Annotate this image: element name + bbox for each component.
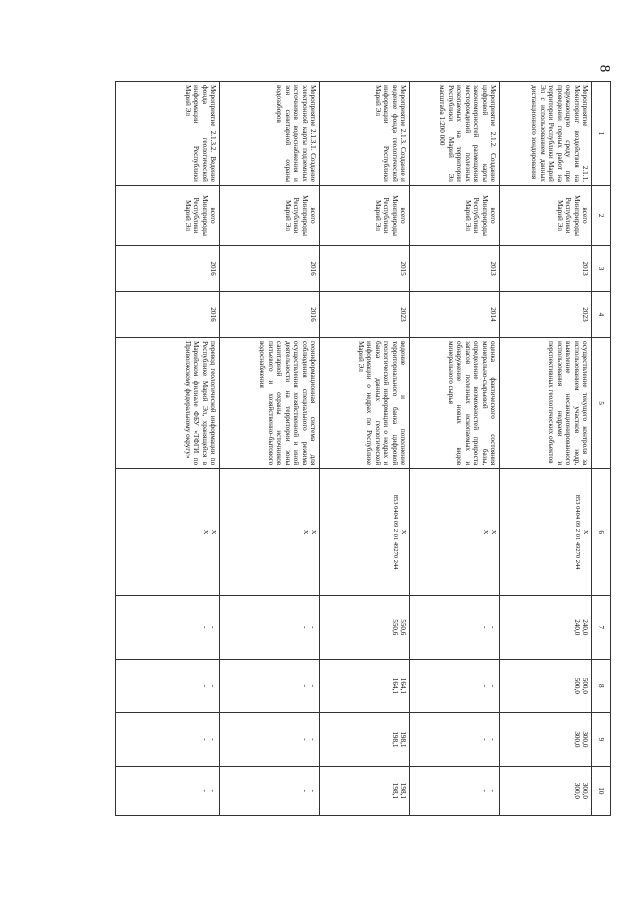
source-ministry: Минприроды Республики Марий Эл [183, 195, 209, 236]
value-col9-ministry: 198,1 [390, 731, 399, 748]
value-col10-ministry: 198,1 [390, 782, 399, 799]
value-col9-total: 198,1 [399, 731, 407, 748]
value-col9-ministry: - [480, 738, 489, 741]
value-col10 [320, 766, 410, 815]
value-col7-ministry: 550,6 [390, 619, 399, 636]
col-header-9: 9 [592, 713, 611, 767]
program-table-rotated [121, 81, 611, 816]
value-col9 [116, 713, 220, 767]
value-col10-total: - [489, 789, 497, 793]
value-col9-total: 300,0 [581, 731, 589, 748]
col-header-1: 1 [592, 82, 611, 186]
value-col9 [410, 713, 500, 767]
col-header-5: 5 [592, 337, 611, 468]
value-col9 [320, 713, 410, 767]
table-row [220, 82, 320, 816]
source-total: всего [581, 207, 589, 224]
value-col7 [410, 596, 500, 659]
value-col10-ministry: - [480, 789, 489, 793]
value-col9-ministry: 300,0 [572, 731, 581, 748]
budget-code-total: X [210, 529, 217, 535]
source-total: всего [489, 207, 497, 224]
value-col10-ministry: 300,0 [572, 782, 581, 799]
table-row [500, 82, 592, 816]
value-col7-total: - [489, 626, 497, 629]
value-col7-total: 240,0 [581, 619, 589, 636]
value-col8-total: - [309, 684, 317, 688]
value-col9-total: - [489, 738, 497, 741]
source-total: всего [209, 207, 217, 224]
page-number: 8 [596, 64, 613, 73]
value-col7 [220, 596, 320, 659]
budget-code: X [302, 529, 310, 535]
value-col9-total: - [209, 738, 217, 741]
measure-name: Мероприятие 2.1.3. Создание и ведение фонда геологической информации Республики Марий Эл [320, 82, 410, 186]
budget-code: 853 0404 09 2 01 49270 244 [392, 494, 400, 570]
start-year: 2013 [410, 246, 500, 292]
value-col7 [500, 596, 592, 659]
budget-code-cell [410, 469, 500, 596]
expected-result: оценка фактического состояния минерально-сырьевой базы, определение возможностей прироста запасов полезных ископаемых и обнаружение новых видов минерального сырья [410, 337, 500, 468]
value-col8-ministry: 500,0 [572, 677, 581, 694]
value-col10 [220, 766, 320, 815]
budget-code-cell [220, 469, 320, 596]
source-ministry: Минприроды Республики Марий Эл [283, 195, 309, 236]
source-cell [410, 185, 500, 245]
budget-code: X [202, 529, 210, 535]
value-col7-ministry: 240,0 [572, 619, 581, 636]
end-year: 2016 [116, 292, 220, 338]
expected-result: осуществление текущего контроля за использованием участков недр, выявление несанкционированного использования недрами и перспективных геологических объектов [500, 337, 592, 468]
header-row [592, 82, 611, 816]
source-ministry: Минприроды Республики Марий Эл [555, 195, 581, 236]
value-col8-total: 164,1 [399, 677, 407, 694]
budget-code-total: X [582, 529, 589, 535]
table-row [410, 82, 500, 816]
budget-code: X [482, 529, 490, 535]
source-cell [220, 185, 320, 245]
start-year: 2015 [320, 246, 410, 292]
value-col8 [320, 659, 410, 713]
value-col7 [320, 596, 410, 659]
budget-code-total: X [310, 529, 317, 535]
value-col9-total: - [309, 738, 317, 741]
source-ministry: Минприроды Республики Марий Эл [463, 195, 489, 236]
col-header-6: 6 [592, 469, 611, 596]
budget-code-total: X [400, 529, 407, 535]
source-total: всего [309, 207, 317, 224]
value-col10-total: - [309, 789, 317, 793]
value-col7-total: 550,6 [399, 619, 407, 636]
col-header-7: 7 [592, 596, 611, 659]
value-col9-ministry: - [300, 738, 309, 741]
start-year: 2013 [500, 246, 592, 292]
start-year: 2016 [116, 246, 220, 292]
value-col7-ministry: - [300, 626, 309, 629]
budget-code-cell [320, 469, 410, 596]
measure-name: Мероприятие 2.1.3.1. Создание электронной карты подземных источников водоснабжения и зон санитарной охраны водозаборов [220, 82, 320, 186]
value-col8-ministry: 164,1 [390, 677, 399, 694]
end-year: 2023 [320, 292, 410, 338]
source-ministry: Минприроды Республики Марий Эл [373, 195, 399, 236]
table-row [320, 82, 410, 816]
value-col8 [410, 659, 500, 713]
value-col10-ministry: - [200, 789, 209, 793]
measure-name: Мероприятие 2.1.3.2. Ведение фонда геологической информации Республики Марий Эл [116, 82, 220, 186]
value-col10-total: 300,0 [581, 782, 589, 799]
col-header-3: 3 [592, 246, 611, 292]
source-cell [320, 185, 410, 245]
budget-code-cell [116, 469, 220, 596]
expected-result: перевод геологической информации по Республике Марий Эл, хранящейся в Марийском филиале ФБУ «ТФГИ по Приволжскому федеральному округу» [116, 337, 220, 468]
value-col8-total: - [489, 684, 497, 688]
program-table [115, 81, 611, 816]
value-col8-total: 500,0 [581, 677, 589, 694]
value-col7-total: - [209, 626, 217, 629]
start-year: 2016 [220, 246, 320, 292]
value-col7-total: - [309, 626, 317, 629]
col-header-8: 8 [592, 659, 611, 713]
expected-result: ведение и пополнение территориального банка цифровой геологической информации о недрах и банка данных геологической информации о недрах по Республике Марий Эл [320, 337, 410, 468]
value-col7-ministry: - [480, 626, 489, 629]
end-year: 2023 [500, 292, 592, 338]
end-year: 2016 [220, 292, 320, 338]
value-col8-ministry: - [200, 684, 209, 688]
value-col10 [116, 766, 220, 815]
table-row [116, 82, 220, 816]
source-cell [500, 185, 592, 245]
budget-code: 853 0404 09 2 01 49270 244 [574, 494, 582, 570]
value-col8 [116, 659, 220, 713]
value-col8-ministry: - [300, 684, 309, 688]
value-col8 [500, 659, 592, 713]
value-col9 [500, 713, 592, 767]
value-col10 [500, 766, 592, 815]
value-col8-ministry: - [480, 684, 489, 688]
value-col9-ministry: - [200, 738, 209, 741]
measure-name: Мероприятие 2.1.1. Мониторинг воздействия на окружающую среду при проведении горных работ на территории Республики Марий Эл с использованием данных дистанционного зондирования [500, 82, 592, 186]
value-col10 [410, 766, 500, 815]
col-header-4: 4 [592, 292, 611, 338]
value-col8-total: - [209, 684, 217, 688]
budget-code-total: X [490, 529, 497, 535]
value-col10-total: 198,1 [399, 782, 407, 799]
source-total: всего [399, 207, 407, 224]
expected-result: геоинформационная система для соблюдения специального режима осуществления хозяйственной и иной деятельности на территории зоны санитарной охраны источников питьевого и хозяйственно-бытового водоснабжения [220, 337, 320, 468]
value-col9 [220, 713, 320, 767]
end-year: 2014 [410, 292, 500, 338]
value-col7-ministry: - [200, 626, 209, 629]
budget-code-cell [500, 469, 592, 596]
value-col8 [220, 659, 320, 713]
measure-name: Мероприятие 2.1.2. Создание цифровой карты закономерностей размещения месторождений полезных ископаемых на территории Республики Марий Эл масштаба 1:200 000 [410, 82, 500, 186]
col-header-10: 10 [592, 766, 611, 815]
value-col7 [116, 596, 220, 659]
value-col10-ministry: - [300, 789, 309, 793]
source-cell [116, 185, 220, 245]
value-col10-total: - [209, 789, 217, 793]
col-header-2: 2 [592, 185, 611, 245]
